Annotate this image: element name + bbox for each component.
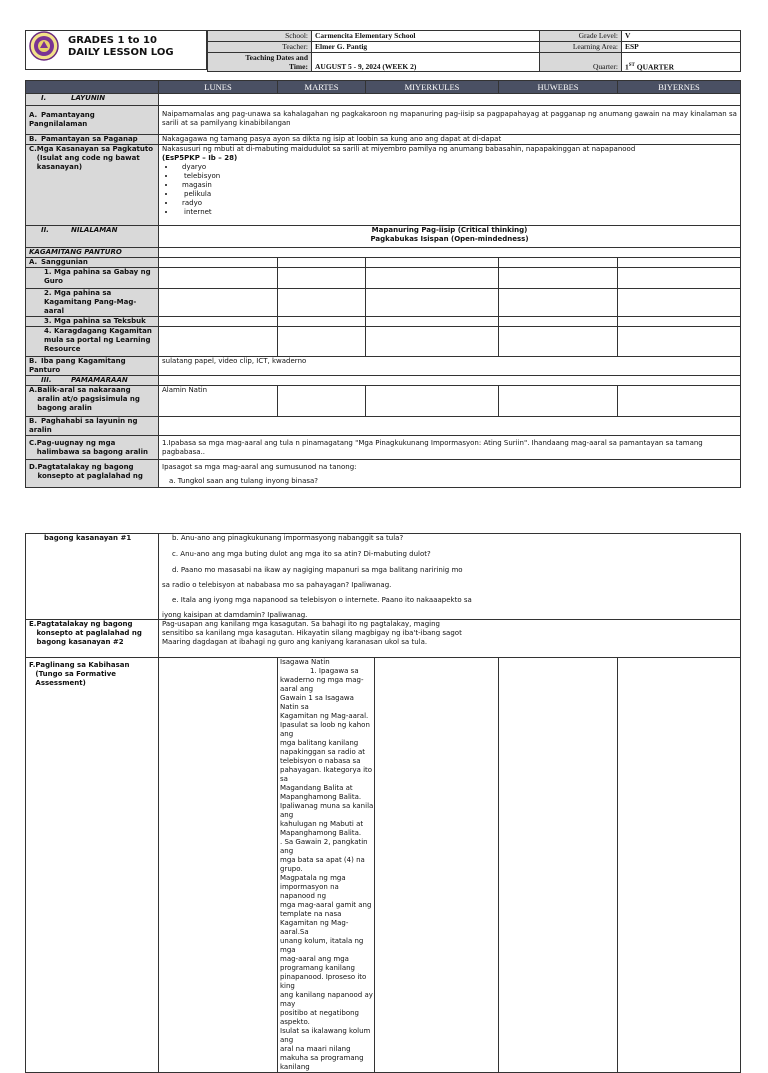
- row-num: A.: [29, 111, 38, 119]
- kasanayan-text: Nakasusuri ng mbuti at di-mabuting maidudulot sa sarili at miyembro pamilya ng anumang babasahin, napapakinggan at napapanood: [162, 145, 636, 153]
- kasanayan-code: (EsP5PKP – Ib – 28): [162, 154, 238, 162]
- f-line: Ipasulat sa loob ng kahon ang: [280, 721, 370, 738]
- pagtatalakay-1-cont-label: bagong kasanayan #1: [26, 534, 159, 620]
- row-num: III.: [41, 376, 52, 384]
- question-e-1: e. Itala ang iyong mga napanood sa telebisyon o internete. Paano ito nakaaapekto sa: [172, 596, 472, 604]
- cell: [499, 317, 618, 327]
- row-label: Mga Kasanayan sa Pagkatuto (Isulat ang code ng bawat kasanayan): [36, 145, 154, 171]
- f-line: positibo at negatibong aspekto.: [280, 1009, 359, 1026]
- question-c: c. Anu-ano ang mga buting dulot ang mga ito sa atin? Di-mabuting dulot?: [172, 550, 431, 558]
- list-item: • magasin: [176, 181, 737, 190]
- nilalaman-line1: Mapanuring Pag-iisip (Critical thinking): [371, 226, 528, 234]
- f-line: impormasyon na napanood ng: [280, 883, 339, 900]
- list-item: • dyaryo: [176, 163, 737, 172]
- day-header-martes: MARTES: [278, 81, 366, 94]
- pamamaraan-content: [159, 376, 741, 386]
- cell: [366, 268, 499, 289]
- cell: [618, 268, 741, 289]
- cell: [278, 386, 366, 417]
- cell: [159, 289, 278, 317]
- gabay-label: 1. Mga pahina sa Gabay ng Guro: [26, 268, 159, 289]
- f-line: mga bata sa apat (4) na grupo.: [280, 856, 365, 873]
- row-num: F.: [29, 661, 36, 669]
- cell: [618, 258, 741, 268]
- question-d-1: d. Paano mo masasabi na ikaw ay nagiging mapanuri sa mga balitang naririnig mo: [172, 566, 463, 574]
- sanggunian-label: [26, 258, 159, 268]
- f-line: ang kanilang napanood ay may: [280, 991, 373, 1008]
- pagtatalakay-1-content: [159, 460, 741, 488]
- cell: [366, 386, 499, 417]
- pag-uugnay-label: [26, 436, 159, 460]
- row-label: Pag-uugnay ng mga halimbawa sa bagong aralin: [36, 439, 148, 456]
- row-num: II.: [41, 226, 49, 234]
- f-line: . Sa Gawain 2, pangkatin ang: [280, 838, 368, 855]
- cell: [618, 327, 741, 357]
- iba-pang-label: [26, 357, 159, 376]
- cell: [366, 289, 499, 317]
- pagtatalakay-1-cont-content: [159, 534, 741, 620]
- f-line: Kagamitan ng Mag-aaral.Sa: [280, 919, 349, 936]
- f-line: Mapanghamong Balita.: [280, 793, 362, 801]
- cell: [278, 268, 366, 289]
- f-line: pinapanood. Iproseso ito king: [280, 973, 367, 990]
- quarter-label: Quarter:: [540, 53, 622, 72]
- f-line: kwaderno ng mga mag-aaral ang: [280, 676, 364, 693]
- pagtatalakay-2-content: [159, 620, 741, 658]
- pagtatalakay-2-label: [26, 620, 159, 658]
- cell: [366, 317, 499, 327]
- cell: [159, 317, 278, 327]
- dates-label-1: Teaching Dates and: [245, 53, 308, 62]
- row-num: B.: [29, 135, 37, 143]
- dates-label: [208, 53, 312, 72]
- list-item: • radyo: [176, 199, 737, 208]
- cell: [499, 289, 618, 317]
- page-title-line1: GRADES 1 to 10: [68, 35, 157, 46]
- f-line: makuha sa programang kanilang: [280, 1054, 364, 1071]
- lesson-log-table: [25, 80, 741, 488]
- row-label: Sanggunian: [41, 258, 88, 266]
- f-line: napakinggan sa radio at: [280, 748, 365, 756]
- teksbuk-label: 3. Mga pahina sa Teksbuk: [26, 317, 159, 327]
- f-line: programang kanilang: [280, 964, 355, 972]
- f-line: Mapanghamong Balita.: [280, 829, 362, 837]
- nilalaman-label: [26, 226, 159, 248]
- day-header-huwebes: HUWEBES: [499, 81, 618, 94]
- grade-value: V: [622, 31, 741, 42]
- f-line: Gawain 1 sa Isagawa Natin sa: [280, 694, 354, 711]
- row-num: A.: [29, 386, 38, 394]
- cell: [499, 327, 618, 357]
- question-e-2: iyong kaisipan at damdamin? Ipaliwanag.: [162, 611, 308, 619]
- nilalaman-content: [159, 226, 741, 248]
- cell: [159, 327, 278, 357]
- page-title-line2: DAILY LESSON LOG: [68, 47, 174, 58]
- karagdagang-label: 4. Karagdagang Kagamitan mula sa portal ng Learning Resource: [26, 327, 159, 357]
- list-item: • pelikula: [176, 190, 737, 199]
- row-num: A.: [29, 258, 38, 266]
- quarter-word: QUARTER: [636, 62, 674, 71]
- row-num: C.: [29, 145, 37, 153]
- area-label: Learning Area:: [540, 42, 622, 53]
- layunin-text: LAYUNIN: [71, 94, 106, 102]
- cell: [278, 327, 366, 357]
- list-item: • telebisyon: [176, 172, 737, 181]
- cell: [278, 317, 366, 327]
- paghahabi-label: [26, 417, 159, 436]
- cell: [499, 258, 618, 268]
- cell: [278, 258, 366, 268]
- quarter-num: 1: [625, 62, 629, 71]
- f-line: Magandang Balita at: [280, 784, 353, 792]
- paglinang-text-cell: [278, 658, 374, 1072]
- row-label: Paghahabi sa layunin ng aralin: [29, 417, 138, 434]
- f-line: telebisyon o nabasa sa: [280, 757, 361, 765]
- pamantayan-sa-pagganap-content: Nakagagawa ng tamang pasya ayon sa dikta ng isip at loobin sa kung ano ang dapat at di-dapat: [159, 135, 741, 145]
- kasanayan-content: [159, 145, 741, 226]
- row-label: Balik-aral sa nakaraang aralin at/o pagsisimula ng bagong aralin: [37, 386, 140, 412]
- kagamitang-pang-label: 2. Mga pahina sa Kagamitang Pang-Mag-aaral: [26, 289, 159, 317]
- layunin-num: I.: [41, 94, 47, 102]
- f-line: mag-aaral ang mga: [280, 955, 349, 963]
- nilalaman-line2: Pagkabukas Isispan (Open-mindedness): [370, 235, 529, 243]
- day-header-miyerkules: MIYERKULES: [366, 81, 499, 94]
- f-line: pahayagan. Ikategorya ito sa: [280, 766, 373, 783]
- quarter-sup: ST: [628, 62, 635, 68]
- row-label: Iba pang Kagamitang Panturo: [29, 357, 126, 374]
- balik-aral-content: Alamin Natin: [159, 386, 278, 417]
- f-line: unang kolum, itatala ng mga: [280, 937, 364, 954]
- lesson-log-table-continued: [25, 533, 741, 1073]
- f-line: Kagamitan ng Mag-aaral.: [280, 712, 369, 720]
- f-line: template na nasa: [280, 910, 342, 918]
- pamantayang-pangnilalaman-content: Naipamamalas ang pag-unawa sa kahalagahan ng pagkakaroon ng mapanuring pag-iisip sa pagpapahayag at pagganap ng anumang gawain na may kinalaman sa sarili at sa pamilyang kinabibilangan: [159, 106, 741, 135]
- dates-label-2: Time:: [288, 62, 308, 71]
- f-line: mga balitang kanilang: [280, 739, 359, 747]
- header-info-table: [207, 30, 741, 72]
- area-value: ESP: [622, 42, 741, 53]
- pamamaraan-label: [26, 376, 159, 386]
- day-header-blank: [26, 81, 159, 94]
- f-title: Isagawa Natin: [280, 658, 330, 666]
- cell: [618, 289, 741, 317]
- layunin-label: [26, 94, 159, 106]
- kasanayan-label: [26, 145, 159, 226]
- pagtatalakay-intro: Ipasagot sa mga mag-aaral ang sumusunod na tanong:: [162, 463, 357, 471]
- row-label: Pagtatalakay ng bagong konsepto at paglalahad ng: [37, 463, 143, 480]
- paglinang-label: [26, 658, 159, 1073]
- cell: [366, 258, 499, 268]
- f-line: Ipaliwanag muna sa kanila ang: [280, 802, 374, 819]
- row-label: Pagtatalakay ng bagong konsepto at paglalahad ng bagong kasanayan #2: [36, 620, 142, 646]
- question-d-2: sa radio o telebisyon at nababasa mo sa pahayagan? Ipaliwanag.: [162, 581, 392, 589]
- pamantayang-pangnilalaman-label: [26, 106, 159, 135]
- day-header-lunes: LUNES: [159, 81, 278, 94]
- grade-label: Grade Level:: [540, 31, 622, 42]
- cell: [499, 658, 618, 1073]
- question-a: a. Tungkol saan ang tulang inyong binasa?: [169, 477, 319, 485]
- pagtatalakay-1-label: [26, 460, 159, 488]
- row-label: PAMAMARAAN: [71, 376, 128, 384]
- cell: [618, 386, 741, 417]
- cell: [618, 658, 741, 1073]
- e-text-2: sensitibo sa kanilang mga kasagutan. Hikayatin silang magbigay ng iba't-ibang sagot: [162, 629, 462, 637]
- row-label: Pamantayan sa Paganap: [41, 135, 138, 143]
- school-value: Carmencita Elementary School: [312, 31, 540, 42]
- row-label: NILALAMAN: [71, 226, 118, 234]
- e-text-3: Maaring dagdagan at ibahagi ng guro ang kaniyang karanasan ukol sa tula.: [162, 638, 428, 646]
- e-text-1: Pag-usapan ang kanilang mga kasagutan. Sa bahagi ito ng pagtalakay, maging: [162, 620, 440, 628]
- dates-value: AUGUST 5 - 9, 2024 (WEEK 2): [312, 53, 540, 72]
- row-num: D.: [29, 463, 38, 471]
- cell: [618, 317, 741, 327]
- cell: [499, 268, 618, 289]
- cell: [159, 268, 278, 289]
- row-num: B.: [29, 357, 37, 365]
- cell: [159, 658, 278, 1073]
- layunin-content: [159, 94, 741, 106]
- f-line: mga mag-aaral gamit ang: [280, 901, 372, 909]
- cell: [159, 258, 278, 268]
- quarter-value: [622, 53, 741, 72]
- f-line: Isulat sa ikalawang kolum ang: [280, 1027, 371, 1044]
- row-label: Pamantayang Pangnilalaman: [29, 111, 95, 128]
- list-item: • internet: [176, 208, 737, 217]
- f-line: Magpatala ng mga: [280, 874, 346, 882]
- kagamitang-panturo-content: [159, 248, 741, 258]
- cell: [499, 386, 618, 417]
- pamantayan-sa-pagganap-label: [26, 135, 159, 145]
- school-label: School:: [208, 31, 312, 42]
- row-num: E.: [29, 620, 37, 628]
- f-line: 1. Ipagawa sa: [310, 667, 359, 675]
- teacher-label: Teacher:: [208, 42, 312, 53]
- row-label: Paglinang sa Kabihasan (Tungo sa Formative Assessment): [35, 661, 130, 687]
- pag-uugnay-content: 1.Ipabasa sa mga mag-aaral ang tula n pinamagatang "Mga Pinagkukunang Impormasyon: Ating Suriin". Ihandaang mag-aaral sa pamantayan sa tamang pagbabasa..: [159, 436, 741, 460]
- cell: [366, 327, 499, 357]
- paglinang-content: [278, 658, 499, 1073]
- f-line: kahulugan ng Mabuti at: [280, 820, 364, 828]
- kasanayan-list: [162, 163, 737, 217]
- paghahabi-content: [159, 417, 741, 436]
- iba-pang-content: sulatang papel, video clip, ICT, kwaderno: [159, 357, 741, 376]
- kagamitang-panturo-label: KAGAMITANG PANTURO: [26, 248, 159, 258]
- cell: [374, 658, 495, 1073]
- balik-aral-label: [26, 386, 159, 417]
- row-num: C.: [29, 439, 37, 447]
- cell: [278, 289, 366, 317]
- teacher-value: Elmer G. Pantig: [312, 42, 540, 53]
- f-line: aral na maari nilang: [280, 1045, 351, 1053]
- question-b: b. Anu-ano ang pinagkukunang impormasyong nabanggit sa tula?: [172, 534, 404, 542]
- day-header-biyernes: BIYERNES: [618, 81, 741, 94]
- row-num: B.: [29, 417, 37, 425]
